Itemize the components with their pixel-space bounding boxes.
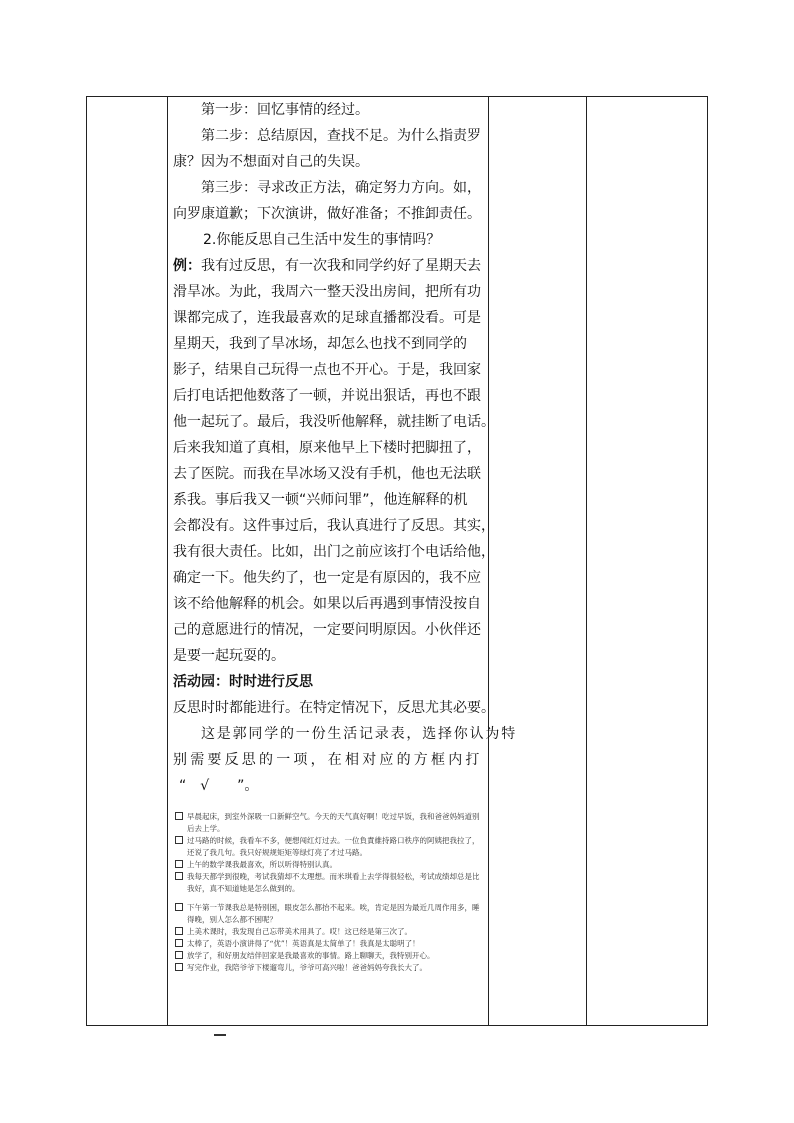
checkbox-square[interactable] — [175, 963, 183, 971]
example-text: 我有过反思，有一次我和同学约好了星期天去 — [201, 258, 481, 274]
list-item — [173, 871, 484, 895]
example-line-13: 确定一下。他失约了，也一定是有原因的，我不应 — [173, 570, 481, 586]
checkbox-square[interactable] — [175, 860, 183, 868]
example-line-14: 该不给他解释的机会。如果以后再遇到事情没按自 — [173, 596, 481, 612]
checklist-text: 太棒了，英语小演讲得了“优”！英语真是太简单了！我真是太聪明了！ — [187, 939, 420, 948]
step-2-text-line1: 第二步：总结原因，查找不足。为什么指责罗 — [201, 128, 481, 144]
checklist-text: 上美术课时，我发现自己忘带美术用具了。哎！这已经是第三次了。 — [187, 927, 412, 936]
list-item — [173, 938, 484, 950]
checkbox-square[interactable] — [175, 951, 183, 959]
checklist-text: 过马路的时候，我看车不多，便想闯红灯过去。一位負責維持路口秩序的阿姨把我拉了，还说了我几句。我只好规规矩矩等绿灯亮了才过马路。 — [187, 836, 480, 857]
example-line-3: 课都完成了，连我最喜欢的足球直播都没看。可是 — [173, 310, 481, 326]
example-line-15: 己的意愿进行的情况，一定要问明原因。小伙伴还 — [173, 622, 481, 638]
list-item — [173, 902, 484, 926]
checklist-text: 上午的数学课我最喜欢，所以听得特别认真。 — [187, 860, 337, 869]
list-item — [173, 962, 484, 974]
checkbox-square[interactable] — [175, 812, 183, 820]
checkbox-square[interactable] — [175, 872, 183, 880]
checklist-text: 早晨起床，到室外深吸一口新鲜空气。今天的天气真好啊！吃过早饭，我和爸爸妈妈道别后去上学。 — [187, 812, 480, 833]
example-line-9: 去了医院。而我在旱冰场又没有手机，他也无法联 — [173, 466, 481, 482]
third-column-cell — [489, 97, 587, 1026]
example-line-4: 星期天，我到了旱冰场，却怎么也找不到同学的 — [173, 336, 467, 352]
left-column-cell — [87, 97, 168, 1026]
activity-line-1: 反思时时都能进行。在特定情况下，反思尤其必要。 — [173, 700, 495, 716]
checkbox-square[interactable] — [175, 836, 183, 844]
checkbox-square[interactable] — [175, 939, 183, 947]
example-line-5: 影子，结果自己玩得一点也不开心。于是，我回家 — [173, 362, 481, 378]
checklist-text: 下午第一节课我总是特别困，眼皮怎么都抬不起来。唉，肯定是因为最近几周作用多，睡得晚，别人怎么都不困呢？ — [187, 903, 480, 924]
example-line-12: 我有很大责任。比如，出门之前应该打个电话给他， — [173, 544, 495, 560]
example-line-6: 后打电话把他数落了一顿，并说出狠话，再也不跟 — [173, 388, 481, 404]
life-record-checklist — [173, 811, 484, 974]
step-3-text-line1: 第三步：寻求改正方法，确定努力方向。如， — [201, 180, 481, 196]
example-line-16: 是要一起玩耍的。 — [173, 648, 285, 664]
underline-mark — [214, 1034, 226, 1036]
example-line-11: 会都没有。这件事过后，我认真进行了反思。其实， — [173, 518, 495, 534]
checklist-text: 我每天都学到很晚，考试我猜却不太理想。而米琪看上去学得很轻松，考试成绩却总是比我好，真不知道她是怎么做到的。 — [187, 872, 480, 893]
example-line-10: 系我。事后我又一顿“兴师问罪”，他连解释的机 — [173, 492, 468, 508]
example-label: 例： — [173, 258, 201, 274]
example-line-8: 后来我知道了真相，原来他早上下楼时把脚扭了， — [173, 440, 481, 456]
step-3-text-line2: 向罗康道歉；下次演讲，做好准备；不推卸责任。 — [173, 206, 481, 222]
checkbox-square[interactable] — [175, 927, 183, 935]
list-item — [173, 811, 484, 835]
group-spacer — [173, 895, 484, 902]
list-item — [173, 950, 484, 962]
lesson-plan-table — [86, 96, 708, 1026]
step-1-text: 第一步：回忆事情的经过。 — [201, 102, 369, 118]
activity-heading: 活动园：时时进行反思 — [173, 674, 313, 690]
question-2: 2.你能反思自己生活中发生的事情吗？ — [203, 232, 441, 248]
example-line-1 — [173, 253, 484, 279]
checklist-text: 写完作业，我陪爷爷下楼遛弯儿，爷爷可高兴啦！爸爸妈妈夸我长大了。 — [187, 963, 427, 972]
main-content-cell — [168, 97, 517, 1026]
list-item — [173, 926, 484, 938]
table-row — [87, 97, 708, 1026]
activity-line-4: “ √ ”。 — [179, 778, 259, 794]
activity-line-3: 别需要反思的一项，在相对应的方框内打 — [173, 752, 483, 768]
checkbox-square[interactable] — [175, 903, 183, 911]
step-2-text-line2: 康？因为不想面对自己的失误。 — [173, 154, 369, 170]
fourth-column-cell — [587, 97, 708, 1026]
example-line-7: 他一起玩了。最后，我没听他解释，就挂断了电话。 — [173, 414, 495, 430]
activity-line-2: 这是郭同学的一份生活记录表，选择你认为特 — [201, 726, 517, 742]
list-item — [173, 835, 484, 859]
example-line-2: 滑旱冰。为此，我周六一整天没出房间，把所有功 — [173, 284, 481, 300]
checklist-text: 放学了，和好朋友结伴回家是我最喜欢的事情。路上聊聊天，我特别开心。 — [187, 951, 435, 960]
list-item — [173, 859, 484, 871]
